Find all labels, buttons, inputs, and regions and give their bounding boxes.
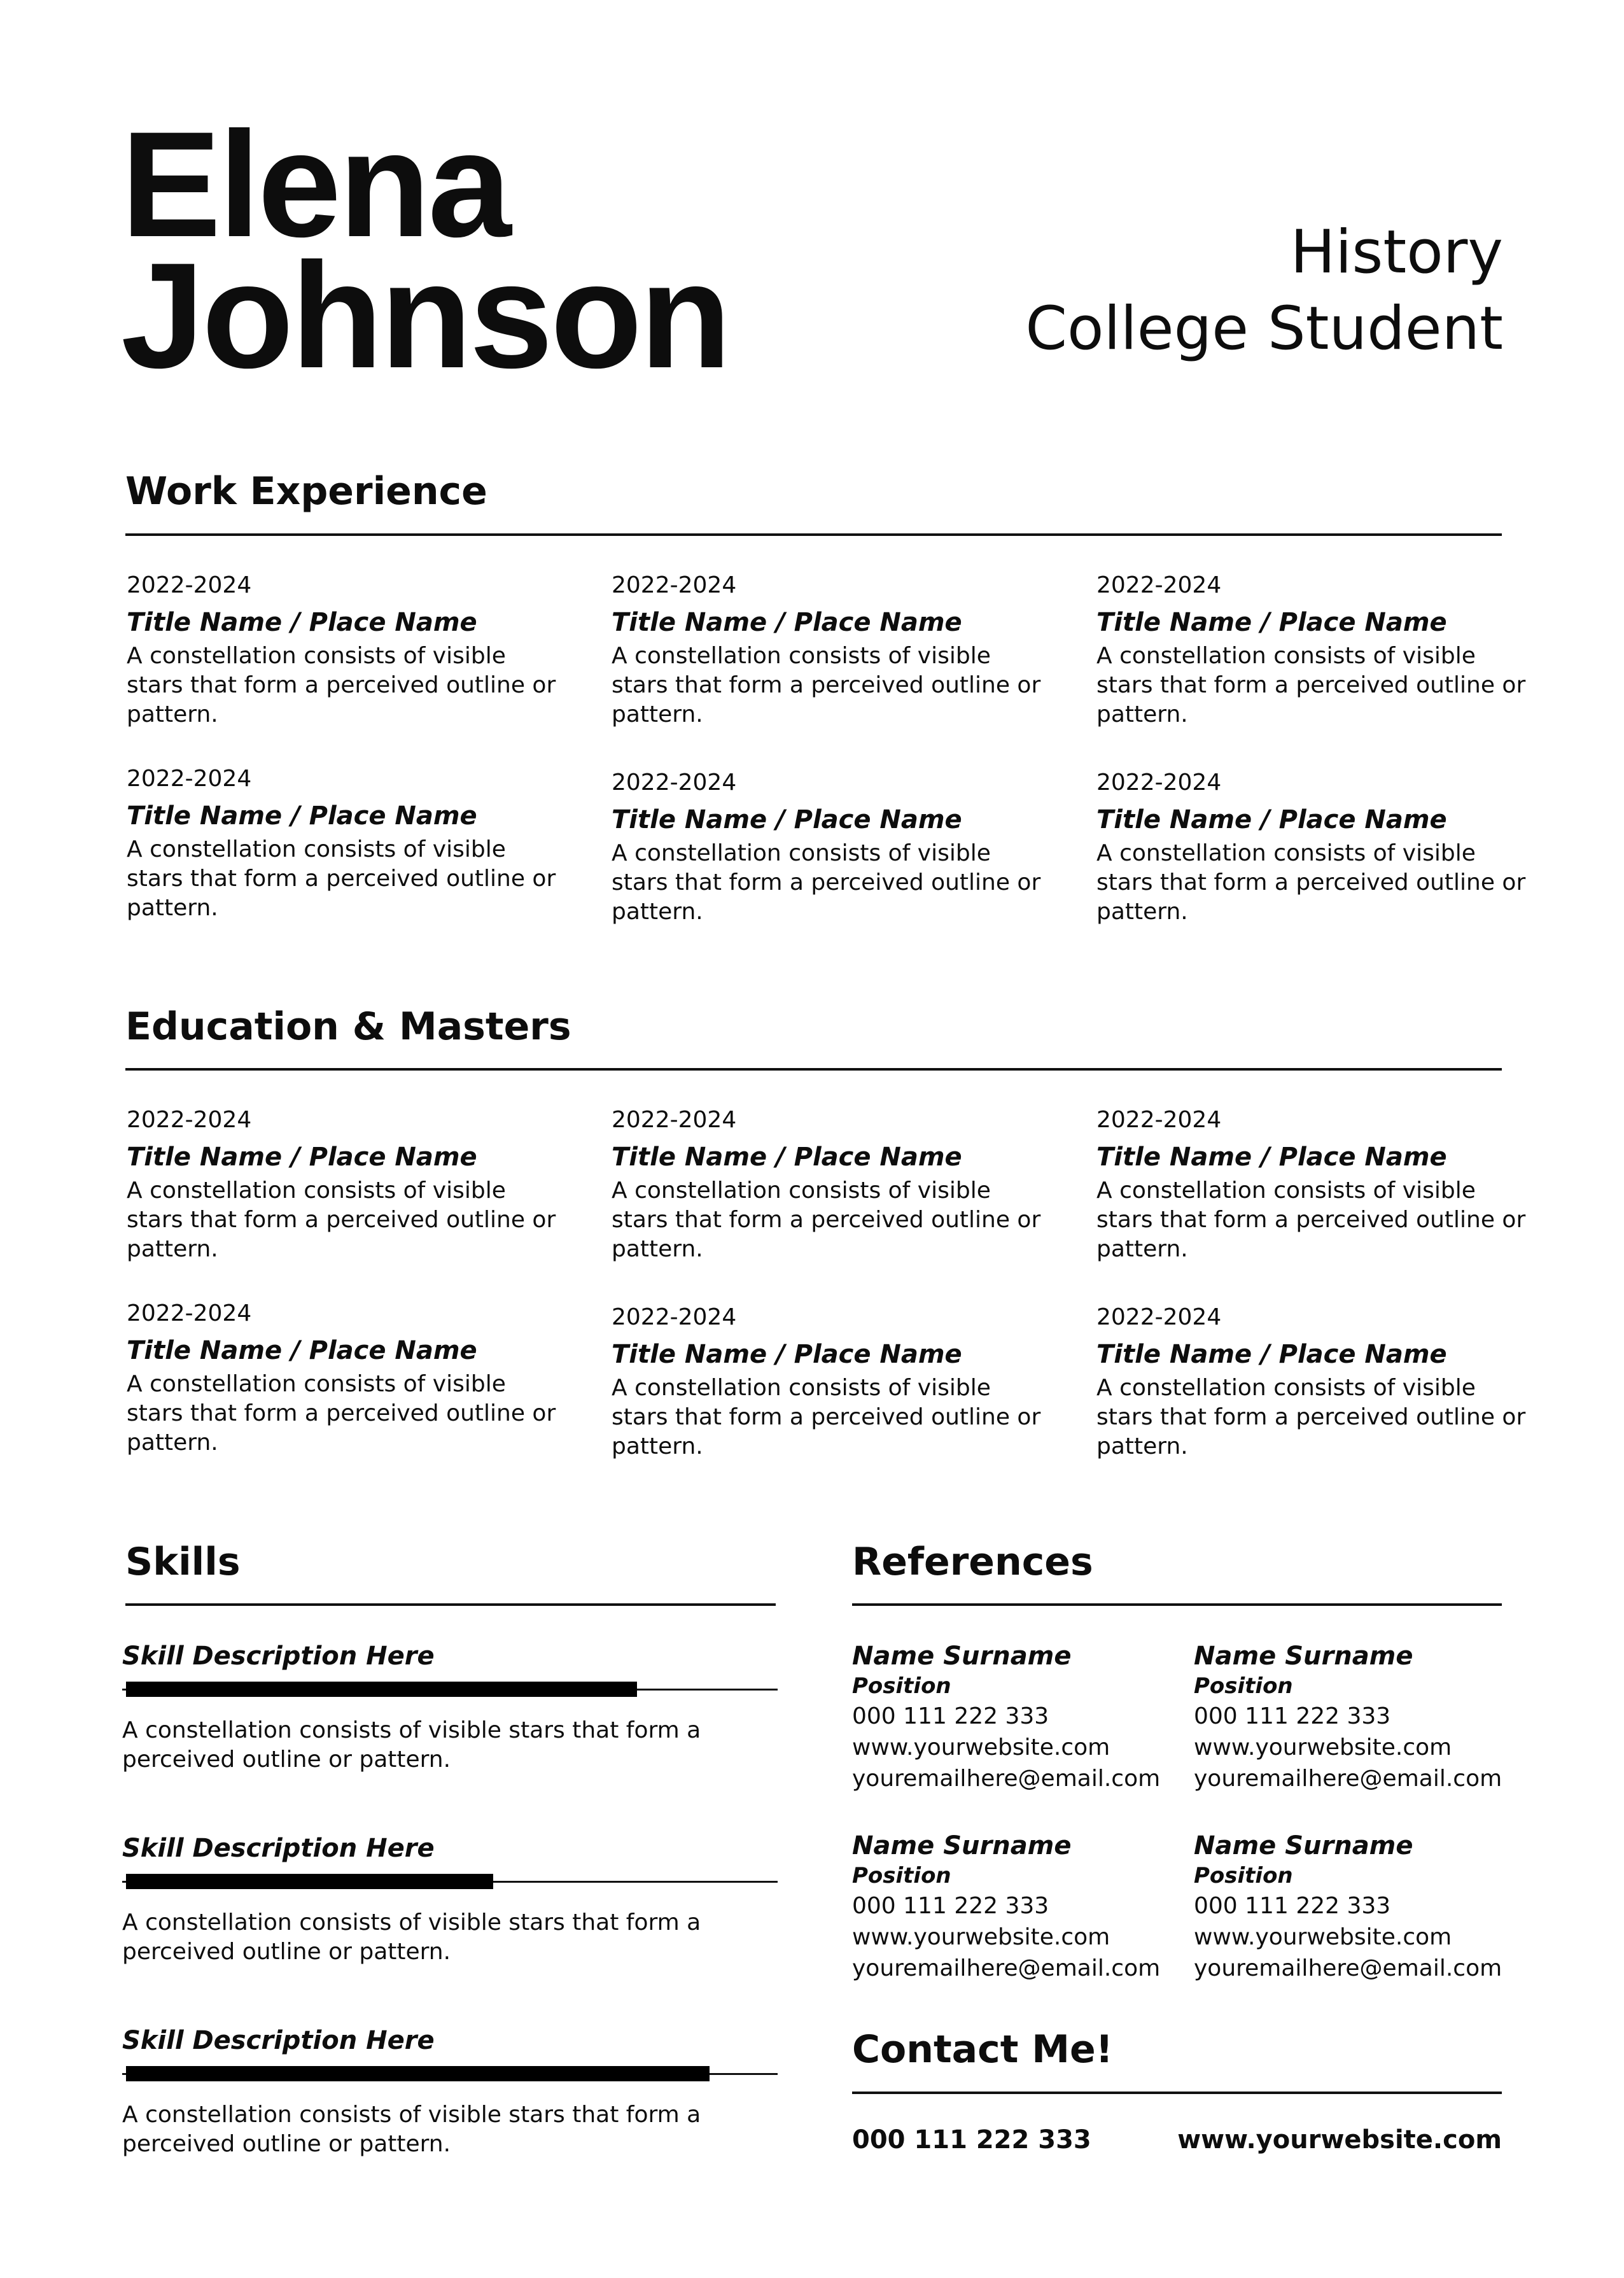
role-line-2: College Student	[1025, 294, 1503, 363]
reference-phone: 000 111 222 333	[852, 1893, 1049, 1919]
entry-date: 2022-2024	[1096, 1107, 1222, 1133]
skill-label: Skill Description Here	[122, 1642, 435, 1671]
contact-phone: 000 111 222 333	[852, 2125, 1091, 2155]
reference-position: Position	[852, 1673, 951, 1699]
work-experience-heading: Work Experience	[125, 469, 487, 514]
entry-description: A constellation consists of visible stars that form a perceived outline or pattern.	[612, 1178, 1041, 1262]
reference-card	[1194, 1641, 1550, 1794]
entry-description: A constellation consists of visible stars that form a perceived outline or pattern.	[612, 643, 1041, 728]
reference-email: youremailhere@email.com	[1194, 1766, 1502, 1792]
reference-name: Name Surname	[852, 1642, 1072, 1671]
skills-rule	[125, 1603, 776, 1606]
skill-level-fill	[126, 1682, 637, 1697]
entry-date: 2022-2024	[1096, 770, 1222, 796]
reference-name: Name Surname	[852, 1831, 1072, 1860]
work-entry	[127, 765, 572, 923]
reference-card	[852, 1641, 1208, 1794]
entry-description: A constellation consists of visible stars that form a perceived outline or pattern.	[127, 1178, 556, 1262]
reference-website: www.yourwebsite.com	[1194, 1924, 1452, 1950]
entry-title: Title Name / Place Name	[1096, 805, 1447, 834]
reference-email: youremailhere@email.com	[852, 1766, 1161, 1792]
entry-description: A constellation consists of visible stars that form a perceived outline or pattern.	[127, 836, 556, 921]
skill-description: A constellation consists of visible stars that form a perceived outline or pattern.	[122, 1909, 701, 1965]
entry-date: 2022-2024	[1096, 1304, 1222, 1330]
skill-description: A constellation consists of visible stars that form a perceived outline or pattern.	[122, 1717, 701, 1773]
entry-description: A constellation consists of visible stars that form a perceived outline or pattern.	[612, 840, 1041, 925]
work-entry	[127, 572, 572, 729]
education-entry	[612, 1304, 1057, 1461]
skill-label: Skill Description Here	[122, 1834, 435, 1863]
work-entry	[1096, 572, 1542, 729]
entry-date: 2022-2024	[612, 1107, 737, 1133]
entry-title: Title Name / Place Name	[127, 608, 477, 637]
entry-description: A constellation consists of visible stars that form a perceived outline or pattern.	[1096, 1178, 1526, 1262]
entry-date: 2022-2024	[612, 1304, 737, 1330]
reference-website: www.yourwebsite.com	[1194, 1734, 1452, 1761]
entry-date: 2022-2024	[127, 1300, 252, 1326]
reference-phone: 000 111 222 333	[852, 1703, 1049, 1729]
education-entry	[127, 1106, 572, 1264]
references-heading: References	[852, 1540, 1093, 1584]
entry-title: Title Name / Place Name	[612, 805, 962, 834]
skill-level-fill	[126, 2066, 710, 2081]
contact-rule	[852, 2092, 1502, 2094]
reference-position: Position	[1194, 1863, 1293, 1888]
entry-description: A constellation consists of visible stars that form a perceived outline or pattern.	[1096, 643, 1526, 728]
reference-name: Name Surname	[1194, 1831, 1413, 1860]
skill-item	[122, 2025, 778, 2159]
reference-website: www.yourwebsite.com	[852, 1924, 1110, 1950]
education-entry	[1096, 1304, 1542, 1461]
skill-item	[122, 1833, 778, 1967]
skill-level-bar	[122, 1874, 778, 1889]
reference-name: Name Surname	[1194, 1642, 1413, 1671]
reference-card	[1194, 1831, 1550, 1984]
entry-title: Title Name / Place Name	[127, 1143, 477, 1172]
skill-label: Skill Description Here	[122, 2026, 435, 2055]
entry-date: 2022-2024	[127, 572, 252, 598]
reference-phone: 000 111 222 333	[1194, 1893, 1391, 1919]
education-entry	[1096, 1106, 1542, 1264]
skill-level-fill	[126, 1874, 493, 1889]
entry-description: A constellation consists of visible stars that form a perceived outline or pattern.	[1096, 1375, 1526, 1459]
reference-phone: 000 111 222 333	[1194, 1703, 1391, 1729]
education-heading: Education & Masters	[125, 1004, 571, 1049]
entry-description: A constellation consists of visible stars that form a perceived outline or pattern.	[127, 1371, 556, 1456]
first-name: Elena	[121, 101, 509, 269]
reference-position: Position	[1194, 1673, 1293, 1699]
entry-title: Title Name / Place Name	[612, 608, 962, 637]
education-entry	[612, 1106, 1057, 1264]
reference-card	[852, 1831, 1208, 1984]
entry-title: Title Name / Place Name	[1096, 1340, 1447, 1369]
entry-description: A constellation consists of visible stars that form a perceived outline or pattern.	[1096, 840, 1526, 925]
entry-title: Title Name / Place Name	[1096, 608, 1447, 637]
reference-email: youremailhere@email.com	[1194, 1955, 1502, 1981]
skill-level-bar	[122, 2066, 778, 2081]
entry-date: 2022-2024	[127, 1107, 252, 1133]
entry-date: 2022-2024	[612, 572, 737, 598]
skills-heading: Skills	[125, 1540, 241, 1584]
entry-title: Title Name / Place Name	[127, 801, 477, 831]
entry-date: 2022-2024	[612, 770, 737, 796]
entry-date: 2022-2024	[127, 766, 252, 792]
skill-description: A constellation consists of visible stars that form a perceived outline or pattern.	[122, 2102, 701, 2157]
last-name: Johnson	[121, 232, 729, 400]
entry-title: Title Name / Place Name	[612, 1143, 962, 1172]
references-rule	[852, 1603, 1502, 1606]
work-entry	[1096, 769, 1542, 927]
contact-website: www.yourwebsite.com	[1177, 2125, 1502, 2155]
entry-date: 2022-2024	[1096, 572, 1222, 598]
skill-level-bar	[122, 1682, 778, 1697]
role-line-1: History	[1290, 218, 1503, 287]
skill-item	[122, 1641, 778, 1775]
reference-position: Position	[852, 1863, 951, 1888]
work-experience-rule	[125, 533, 1502, 536]
contact-heading: Contact Me!	[852, 2027, 1114, 2072]
education-rule	[125, 1068, 1502, 1071]
reference-email: youremailhere@email.com	[852, 1955, 1161, 1981]
entry-title: Title Name / Place Name	[127, 1336, 477, 1365]
entry-description: A constellation consists of visible stars that form a perceived outline or pattern.	[127, 643, 556, 728]
entry-description: A constellation consists of visible stars that form a perceived outline or pattern.	[612, 1375, 1041, 1459]
reference-website: www.yourwebsite.com	[852, 1734, 1110, 1761]
entry-title: Title Name / Place Name	[612, 1340, 962, 1369]
work-entry	[612, 572, 1057, 729]
entry-title: Title Name / Place Name	[1096, 1143, 1447, 1172]
education-entry	[127, 1300, 572, 1458]
work-entry	[612, 769, 1057, 927]
